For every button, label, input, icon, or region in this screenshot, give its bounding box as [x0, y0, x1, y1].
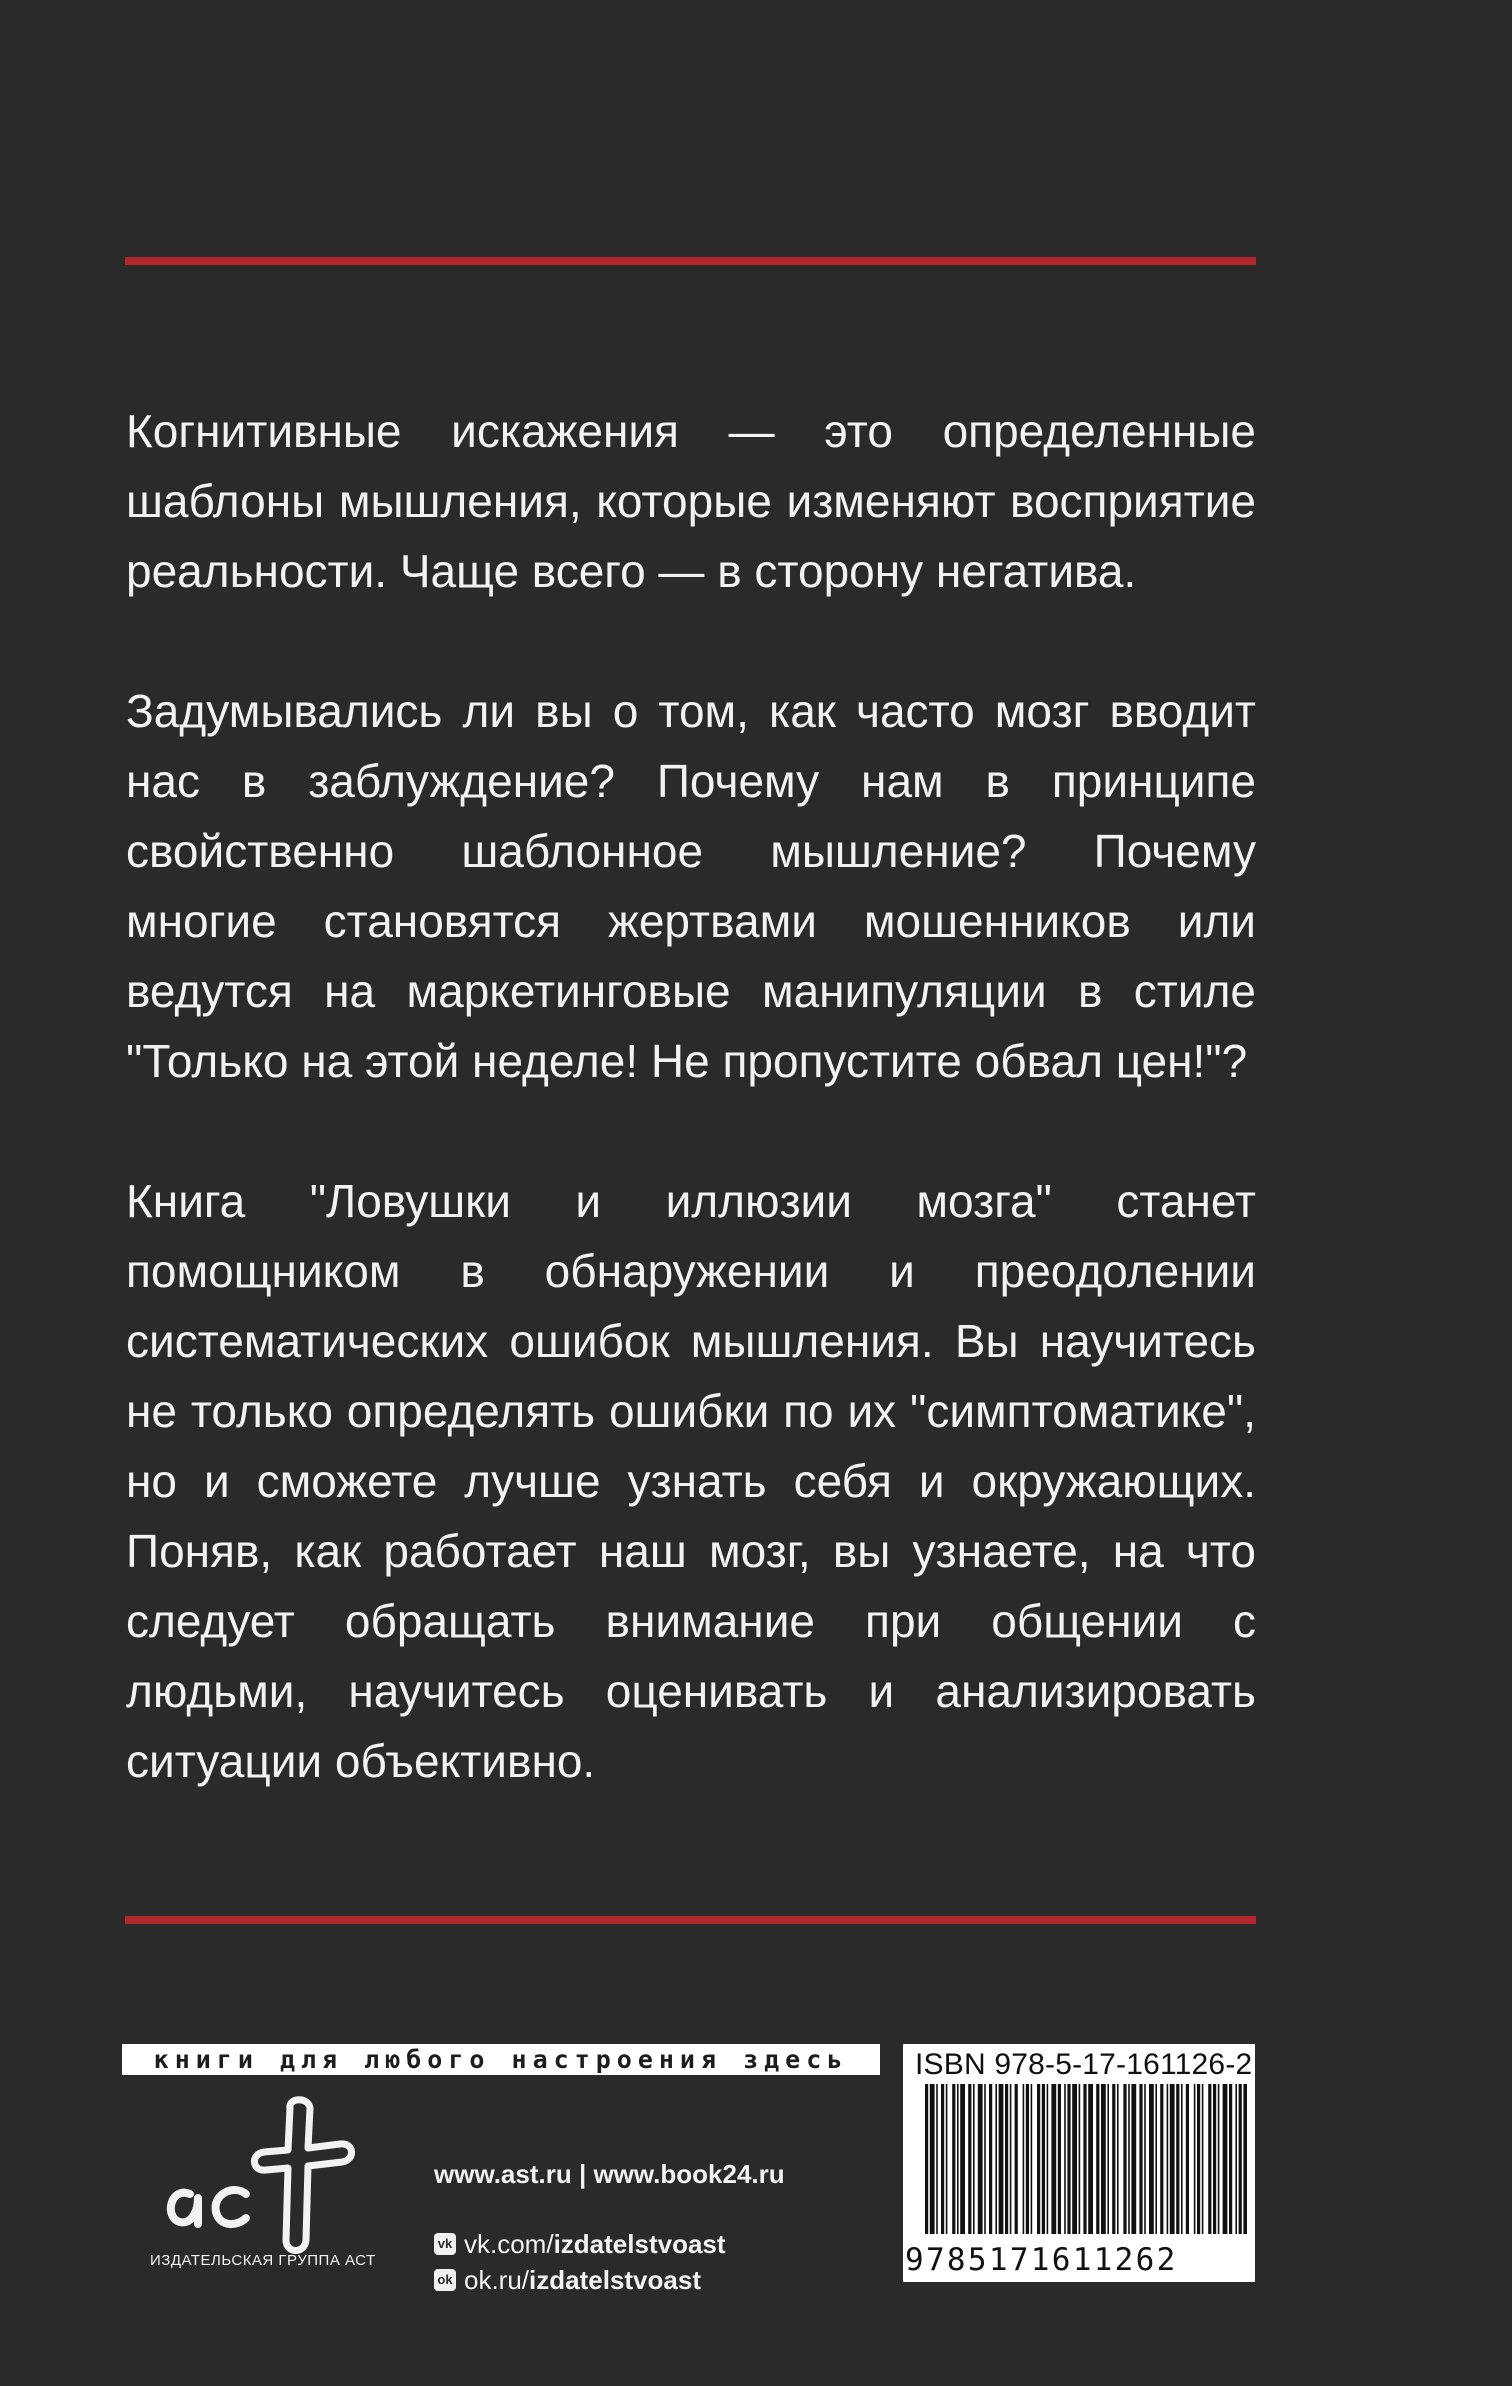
barcode-bar: [1229, 2084, 1232, 2234]
top-red-rule: [125, 257, 1256, 265]
barcode-bar: [1079, 2084, 1081, 2234]
barcode-bar: [1005, 2084, 1008, 2234]
vk-icon: vk: [434, 2233, 456, 2255]
blurb-paragraph-2: Задумывались ли вы о том, как часто мозг вводит нас в заблуждение? Почему нам в принципе свойственно шаблонное мышление? Почему многие становятся жертвами мошенников или ведутся на маркетинговые манипуляции в стиле "Только на этой неделе! Не пропустите обвал цен!"?: [126, 685, 1256, 1087]
barcode-bar: [973, 2084, 975, 2234]
barcode-bar: [1144, 2084, 1146, 2234]
barcode-bar: [1160, 2084, 1163, 2234]
barcode-bar: [1026, 2084, 1029, 2234]
barcode-bar: [1239, 2084, 1242, 2234]
tagline-strip: книги для любого настроения здесь: [122, 2044, 880, 2075]
barcode-bar: [1155, 2084, 1157, 2234]
barcode-bar: [978, 2084, 983, 2234]
barcode-digits: 9785171611262: [905, 2242, 1178, 2278]
barcode-bar: [946, 2084, 948, 2234]
barcode-bar: [925, 2084, 928, 2234]
barcode-bar: [1072, 2084, 1077, 2234]
barcode-bar: [1170, 2084, 1175, 2234]
barcode-bar: [989, 2084, 992, 2234]
ok-link[interactable]: [434, 2262, 785, 2298]
barcode-bar: [1123, 2084, 1126, 2234]
barcode-bar: [1181, 2084, 1183, 2234]
barcode-bar: [1058, 2084, 1061, 2234]
vk-link[interactable]: [434, 2226, 785, 2262]
barcode-bar: [1112, 2084, 1115, 2234]
barcode-bar: [1107, 2084, 1109, 2234]
website-links[interactable]: www.ast.ru | www.book24.ru: [434, 2159, 785, 2189]
barcode-bar: [1235, 2084, 1237, 2234]
barcode-bar: [968, 2084, 971, 2234]
barcode-bar: [1218, 2084, 1220, 2234]
barcode-bar: [1083, 2084, 1086, 2234]
barcode-bar: [1117, 2084, 1119, 2234]
barcode-bar: [941, 2084, 944, 2234]
barcode-bar: [960, 2084, 965, 2234]
publisher-links: [434, 2156, 785, 2298]
barcode-bar: [1167, 2084, 1169, 2234]
bottom-red-rule: [125, 1916, 1256, 1924]
barcode-bar: [1213, 2084, 1216, 2234]
barcode-bars: [925, 2084, 1247, 2234]
barcode-bar: [1131, 2084, 1136, 2234]
barcode-bar: [1088, 2084, 1093, 2234]
barcode-bar: [1047, 2084, 1049, 2234]
barcode-bar: [1031, 2084, 1033, 2234]
barcode-bar: [1243, 2084, 1247, 2234]
blurb-paragraph-1: Когнитивные искажения — это определенные шаблоны мышления, которые изменяют восприятие реальности. Чаще всего — в сторону негатива.: [126, 405, 1256, 597]
barcode-bar: [936, 2084, 938, 2234]
ok-handle: izdatelstvoast: [529, 2265, 701, 2295]
barcode-bar: [1197, 2084, 1200, 2234]
isbn-barcode: [903, 2044, 1255, 2282]
barcode-bar: [1139, 2084, 1142, 2234]
barcode-bar: [1176, 2084, 1179, 2234]
barcode-bar: [952, 2084, 955, 2234]
blurb-paragraph-3: Книга "Ловушки и иллюзии мозга" станет помощником в обнаружении и преодолении систематических ошибок мышления. Вы научитесь не только определять ошибки по их "симптоматике", но и сможете лучше узнать себя и окружающих. Поняв, как работает наш мозг, вы узнаете, на что следует обращать внимание при общении с людьми, научитесь оценивать и анализировать ситуации объективно.: [126, 1175, 1256, 1787]
barcode-bar: [1010, 2084, 1012, 2234]
barcode-bar: [1096, 2084, 1099, 2234]
barcode-bar: [1023, 2084, 1025, 2234]
barcode-bar: [1101, 2084, 1106, 2234]
barcode-bar: [1128, 2084, 1130, 2234]
barcode-bar: [1202, 2084, 1204, 2234]
barcode-bar: [1051, 2084, 1056, 2234]
barcode-bar: [999, 2084, 1004, 2234]
barcode-bar: [1208, 2084, 1211, 2234]
barcode-bar: [1194, 2084, 1196, 2234]
back-cover-blurb: [126, 396, 1256, 1796]
barcode-bar: [1149, 2084, 1154, 2234]
ok-domain: ok.ru/: [464, 2265, 530, 2295]
barcode-bar: [984, 2084, 986, 2234]
barcode-bar: [957, 2084, 959, 2234]
barcode-bar: [1186, 2084, 1189, 2234]
isbn-number: ISBN 978-5-17-161126-2: [915, 2048, 1253, 2081]
barcode-bar: [1064, 2084, 1066, 2234]
barcode-bar: [1067, 2084, 1070, 2234]
barcode-bar: [1037, 2084, 1040, 2234]
publisher-caption: ИЗДАТЕЛЬСКАЯ ГРУППА АСТ: [150, 2252, 376, 2269]
vk-handle: izdatelstvoast: [553, 2229, 726, 2259]
barcode-bar: [1015, 2084, 1018, 2234]
odnoklassniki-icon: ok: [434, 2269, 456, 2291]
barcode-bar: [1223, 2084, 1228, 2234]
barcode-bar: [1042, 2084, 1045, 2234]
vk-domain: vk.com/: [464, 2229, 554, 2259]
barcode-bar: [930, 2084, 935, 2234]
barcode-bar: [995, 2084, 997, 2234]
